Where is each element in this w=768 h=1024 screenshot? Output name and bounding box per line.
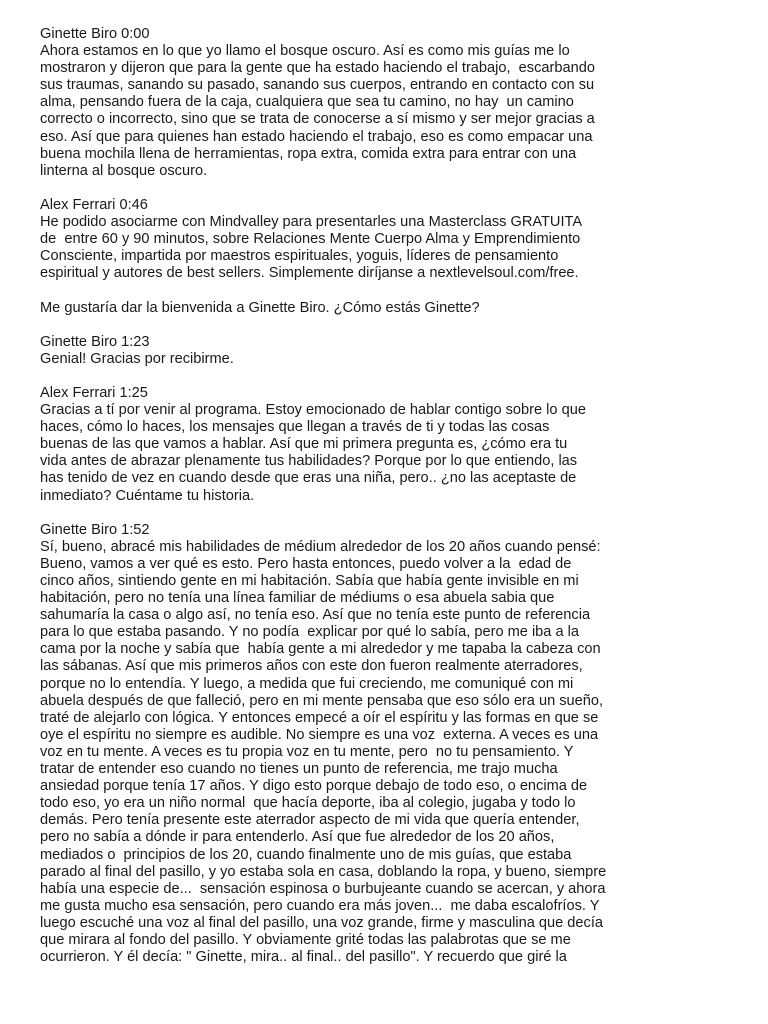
transcript-line: habitación, pero no tenía una línea familiar de médiums o esa abuela sabia que xyxy=(40,590,555,607)
transcript-line: alma, pensando fuera de la caja, cualquiera que sea tu camino, no hay un camino xyxy=(40,94,574,111)
transcript-line: las sábanas. Así que mis primeros años con este don fueron realmente aterradores, xyxy=(40,658,583,675)
transcript-line: que mirara al fondo del pasillo. Y obviamente grité todas las palabrotas que se me xyxy=(40,931,571,948)
transcript-line: Bueno, vamos a ver qué es esto. Pero hasta entonces, puedo volver a la edad de xyxy=(40,555,572,572)
transcript-line: parado al final del pasillo, y yo estaba sola en casa, doblando la ropa, y bueno, siempre xyxy=(40,863,607,880)
paragraph-spacer xyxy=(40,282,708,299)
transcript-line: inmediato? Cuéntame tu historia. xyxy=(40,487,255,504)
transcript-line: correcto o incorrecto, sino que se trata de conocerse a sí mismo y ser mejor gracias a xyxy=(40,111,595,128)
transcript-block xyxy=(40,26,708,180)
transcript-line: ansiedad porque tenía 17 años. Y digo esto porque debajo de todo eso, o encima de xyxy=(40,778,588,795)
speaker-label: Ginette Biro 1:52 xyxy=(40,521,150,538)
transcript-block xyxy=(40,334,708,368)
speaker-label: Alex Ferrari 1:25 xyxy=(40,384,148,401)
transcript-line: He podido asociarme con Mindvalley para presentarles una Masterclass GRATUITA xyxy=(40,214,583,231)
transcript-line: luego escuché una voz al final del pasillo, una voz grande, firme y masculina que decía xyxy=(40,914,604,931)
transcript-line: espiritual y autores de best sellers. Simplemente diríjanse a nextlevelsoul.com/free. xyxy=(40,265,579,282)
transcript-line: Consciente, impartida por maestros espirituales, yoguis, líderes de pensamiento xyxy=(40,248,559,265)
transcript-line: me gusta mucho esa sensación, pero cuando era más joven... me daba escalofríos. Y xyxy=(40,897,600,914)
transcript-line: vida antes de abrazar plenamente tus habilidades? Porque por lo que entiendo, las xyxy=(40,453,578,470)
transcript-block xyxy=(40,300,708,317)
paragraph-spacer xyxy=(40,180,708,197)
transcript-line: Gracias a tí por venir al programa. Estoy emocionado de hablar contigo sobre lo que xyxy=(40,402,586,419)
paragraph-spacer xyxy=(40,368,708,385)
transcript-line: sus traumas, sanando su pasado, sanando sus cuerpos, entrando en contacto con su xyxy=(40,77,595,94)
paragraph-spacer xyxy=(40,317,708,334)
transcript-line: voz en tu mente. A veces es tu propia voz en tu mente, pero no tu pensamiento. Y xyxy=(40,743,574,760)
speaker-label: Alex Ferrari 0:46 xyxy=(40,196,148,213)
transcript-line: cama por la noche y sabía que había gente a mi alrededor y me tapaba la cabeza con xyxy=(40,641,601,658)
transcript-line: demás. Pero tenía presente este aterrador aspecto de mi vida que quería entender, xyxy=(40,812,580,829)
transcript-line: de entre 60 y 90 minutos, sobre Relaciones Mente Cuerpo Alma y Emprendimiento xyxy=(40,231,581,248)
transcript-line: haces, cómo lo haces, los mensajes que llegan a través de ti y todas las cosas xyxy=(40,419,550,436)
transcript-line: abuela después de que falleció, pero en mi mente pensaba que eso sólo era un sueño, xyxy=(40,692,604,709)
transcript-line: porque no lo entendía. Y luego, a medida que fui creciendo, me comuniqué con mi xyxy=(40,675,574,692)
speaker-label: Ginette Biro 0:00 xyxy=(40,26,150,42)
transcript-line: Me gustaría dar la bienvenida a Ginette Biro. ¿Cómo estás Ginette? xyxy=(40,299,480,316)
transcript-line: oye el espíritu no siempre es audible. No siempre es una voz externa. A veces es una xyxy=(40,726,599,743)
transcript-line: para lo que estaba pasando. Y no podía explicar por qué lo sabía, pero me iba a la xyxy=(40,624,579,641)
transcript-line: mediados o principios de los 20, cuando finalmente uno de mis guías, que estaba xyxy=(40,846,572,863)
transcript-line: Sí, bueno, abracé mis habilidades de médium alrededor de los 20 años cuando pensé: xyxy=(40,538,601,555)
transcript-line: linterna al bosque oscuro. xyxy=(40,162,208,179)
paragraph-spacer xyxy=(40,505,708,522)
speaker-label: Ginette Biro 1:23 xyxy=(40,333,150,350)
transcript-block xyxy=(40,522,708,966)
transcript-line: buena mochila llena de herramientas, ropa extra, comida extra para entrar con una xyxy=(40,145,577,162)
transcript-line: tratar de entender eso cuando no tienes un punto de referencia, me trajo mucha xyxy=(40,761,558,778)
transcript-block xyxy=(40,197,708,282)
transcript-line: eso. Así que para quienes han estado haciendo el trabajo, eso es como empacar una xyxy=(40,128,593,145)
transcript-line: Ahora estamos en lo que yo llamo el bosque oscuro. Así es como mis guías me lo xyxy=(40,43,570,60)
transcript-line: todo eso, yo era un niño normal que hacía deporte, iba al colegio, jugaba y todo lo xyxy=(40,795,576,812)
transcript-line: mostraron y dijeron que para la gente que ha estado haciendo el trabajo, escarbando xyxy=(40,60,595,77)
transcript-line: sahumaría la casa o algo así, no tenía eso. Así que no tenía este punto de referencia xyxy=(40,607,591,624)
transcript-block xyxy=(40,385,708,505)
transcript-line: traté de alejarlo con lógica. Y entonces empecé a oír el espíritu y las formas en que se xyxy=(40,709,599,726)
transcript-line: cinco años, sintiendo gente en mi habitación. Sabía que había gente invisible en mi xyxy=(40,573,579,589)
transcript-line: buenas de las que vamos a hablar. Así que mi primera pregunta es, ¿cómo era tu xyxy=(40,436,568,453)
transcript-line: has tenido de vez en cuando desde que eras una niña, pero.. ¿no las aceptaste de xyxy=(40,470,577,487)
transcript-line: pero no sabía a dónde ir para entenderlo. Así que fue alrededor de los 20 años, xyxy=(40,829,555,846)
transcript-line: Genial! Gracias por recibirme. xyxy=(40,350,234,367)
transcript-line: ocurrieron. Y él decía: " Ginette, mira.. al final.. del pasillo". Y recuerdo que giré la xyxy=(40,949,567,966)
transcript-line: había una especie de... sensación espinosa o burbujeante cuando se acercan, y ahora xyxy=(40,880,606,897)
